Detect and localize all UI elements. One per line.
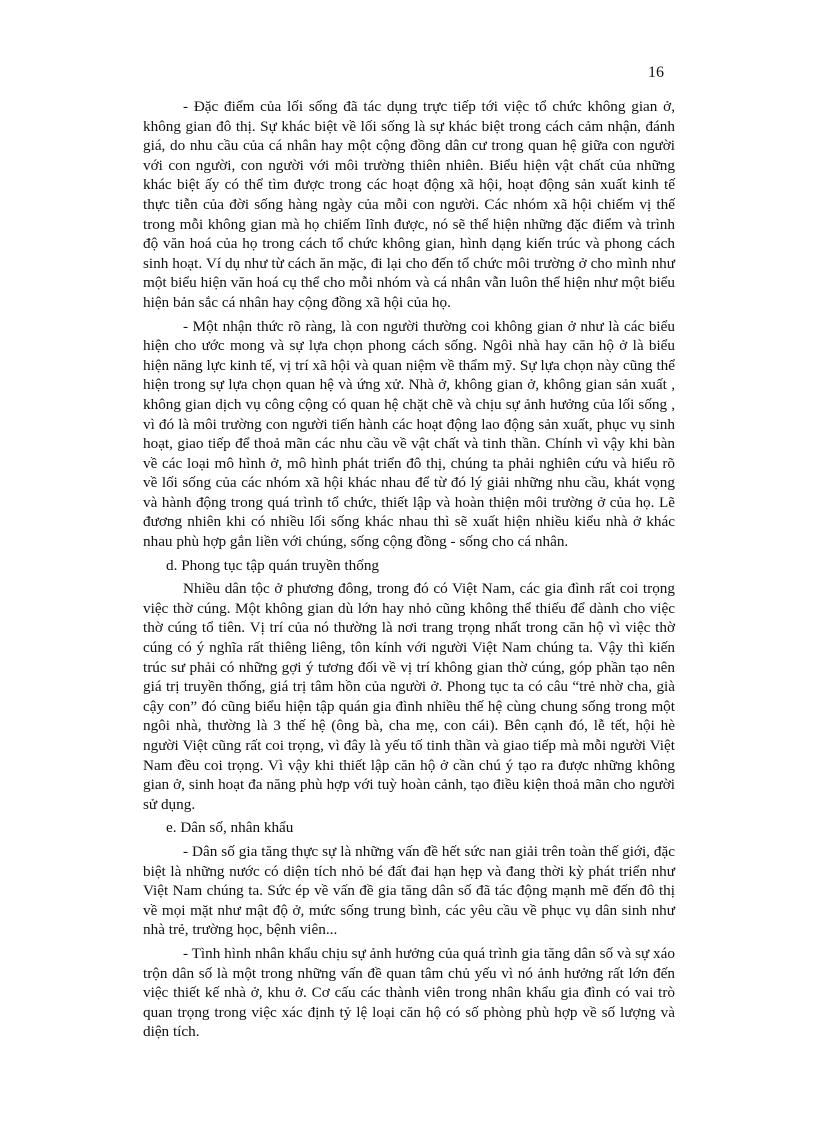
paragraph-ancestor-worship: Nhiều dân tộc ở phương đông, trong đó có Việt Nam, các gia đình rất coi trọng việc thờ cúng. Một không gian dù lớn hay nhỏ cũng không thể thiếu để dành cho việc thờ cúng tổ tiên. Vị trí của nó thường là nơi trang trọng nhất trong căn hộ vì việc thờ cúng có ý nghĩa rất thiêng liêng, tôn kính với người Việt Nam chúng ta. Vậy thì kiến trúc sư phải có những gợi ý tương đối về vị trí không gian thờ cúng, góp phần tạo nên giá trị truyền thống, giá trị tâm hồn của người ở. Phong tục ta có câu “trẻ nhờ cha, già cậy con” đó cũng biểu hiện tập quán gia đình nhiều thế hệ cùng chung sống trong một ngôi nhà, thường là 3 thế hệ (ông bà, cha mẹ, con cái). Bên cạnh đó, lễ tết, hội hè người Việt cũng rất coi trọng, vì đây là yếu tố tinh thần và giao tiếp mà mỗi người Việt Nam đều coi trọng. Vì vậy khi thiết lập căn hộ ở cần chú ý tạo ra được những không gian ở, sinh hoạt đa năng phù hợp với tuỳ hoàn cảnh, tạo điều kiện thoả mãn cho người sử dụng. — [143, 580, 675, 813]
paragraph-household-structure: - Tình hình nhân khẩu chịu sự ảnh hưởng của quá trình gia tăng dân số và sự xáo trộn dân số là một trong những vấn đề quan tâm chủ yếu vì nó ảnh hưởng rất lớn đến việc thiết kế nhà ở, khu ở. Cơ cấu các thành viên trong nhân khẩu gia đình có vai trò quan trọng trong việc xác định tỷ lệ loại căn hộ có số phòng phù hợp về số lượng và diện tích. — [143, 944, 675, 1041]
body-text — [143, 97, 675, 1046]
paragraph-lifestyle-characteristics: - Đặc điểm của lối sống đã tác dụng trực tiếp tới việc tổ chức không gian ở, không gian đô thị. Sự khác biệt về lối sống là sự khác biệt trong cách cảm nhận, đánh giá, do nhu cầu của cá nhân hay một cộng đồng dân cư trong quan hệ giữa con người với con người, con người với môi trường thiên nhiên. Biểu hiện vật chất của những khác biệt ấy có thể tìm được trong các hoạt động xã hội, hoạt động sản xuất kinh tế thực tiễn của đời sống hàng ngày của mỗi con người. Các nhóm xã hội chiếm vị thế trong mỗi không gian mà họ chiếm lĩnh được, nó sẽ thể hiện những đặc điểm và trình độ văn hoá của họ trong cách tổ chức không gian, hình dạng kiến trúc và phong cách sinh hoạt. Ví dụ như từ cách ăn mặc, đi lại cho đến tổ chức môi trường ở cho mình như một biểu hiện văn hoá cụ thể cho mỗi nhóm và cá nhân vẫn luôn thể hiện như một biểu hiện bản sắc cá nhân hay cộng đồng xã hội của họ. — [143, 98, 675, 311]
paragraph-living-space-perception: - Một nhận thức rõ ràng, là con người thường coi không gian ở như là các biểu hiện cho ước mong và sự lựa chọn phong cách sống. Ngôi nhà hay căn hộ ở là biểu hiện năng lực kinh tế, vị trí xã hội và quan niệm về thẩm mỹ. Sự lựa chọn này cũng thể hiện trong sự lựa chọn quan hệ và ứng xử. Nhà ở, không gian ở, không gian sản xuất , không gian dịch vụ công cộng có quan hệ chặt chẽ và chịu sự ảnh hưởng của lối sống , vì đó là môi trường con người tiến hành các hoạt động lao động sản xuất, phục vụ sinh hoạt, giao tiếp để thoả mãn các nhu cầu về vật chất và tinh thần. Chính vì vậy khi bàn về các loại mô hình ở, mô hình phát triển đô thị, chúng ta phải nghiên cứu và hiểu rõ về lối sống của các nhóm xã hội khác nhau để từ đó lý giải những nhu cầu, khát vọng và hành động trong quá trình tổ chức, thiết lập và hoàn thiện môi trường ở của họ. Lẽ đương nhiên khi có nhiều lối sống khác nhau thì sẽ xuất hiện nhiều kiểu nhà ở khác nhau phù hợp gắn liền với chúng, sống cộng đồng - sống cho cá nhân. — [143, 317, 675, 551]
paragraph-population-growth: - Dân số gia tăng thực sự là những vấn đề hết sức nan giải trên toàn thế giới, đặc biệt là những nước có diện tích nhỏ bé đất đai hạn hẹp và đang thời kỳ phát triển như Việt Nam chúng ta. Sức ép về vấn đề gia tăng dân số đã tác động mạnh mẽ đến đô thị về mọi mặt như mật độ ở, mức sống trung bình, các yêu cầu về phục vụ dân sinh như nhà trẻ, trường học, bệnh viên... — [143, 842, 675, 939]
section-heading-customs: d. Phong tục tập quán truyền thống — [166, 556, 380, 574]
section-heading-population: e. Dân số, nhân khẩu — [166, 819, 294, 837]
page-number: 16 — [648, 64, 664, 81]
